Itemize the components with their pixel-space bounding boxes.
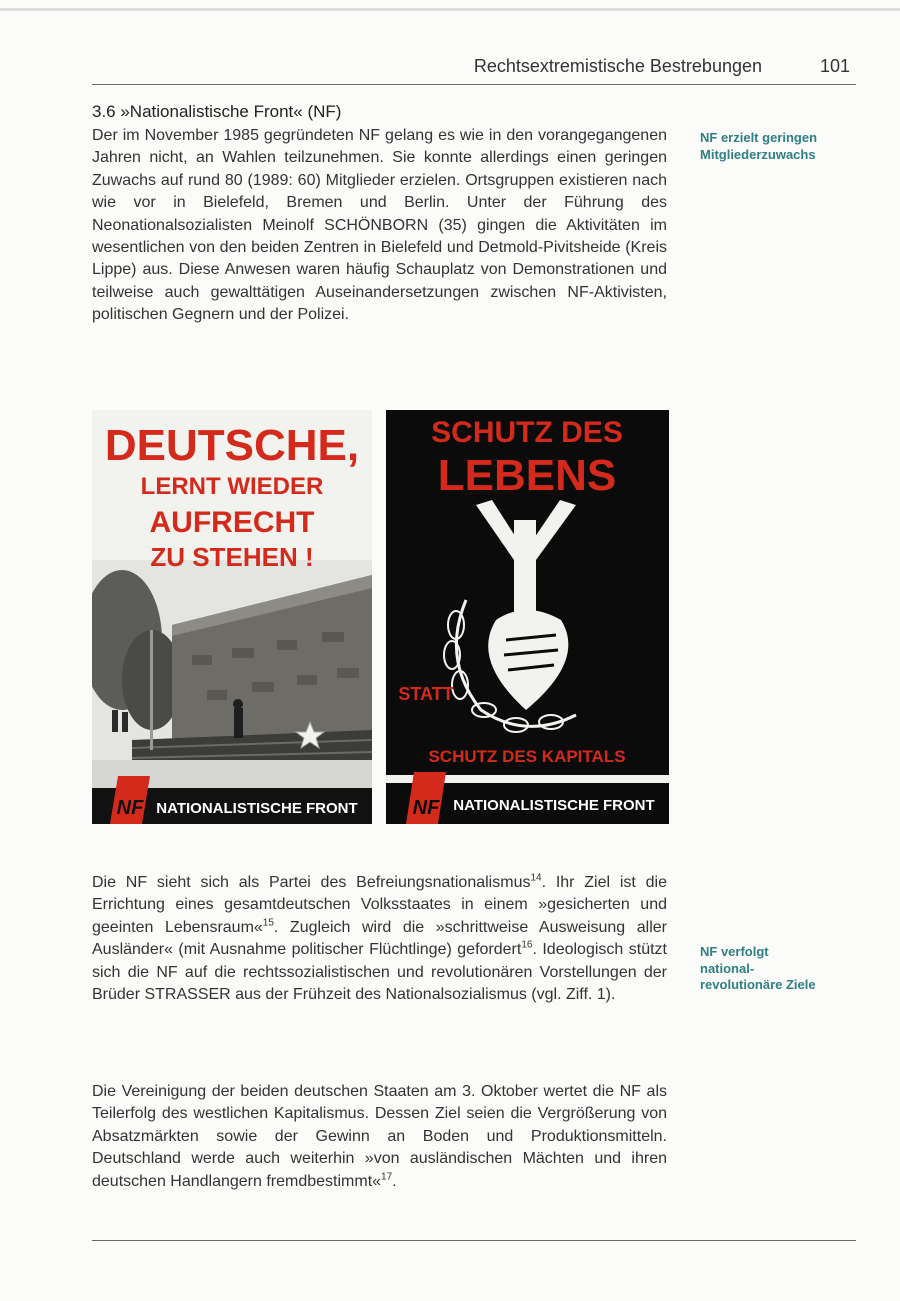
- page-top-edge: [0, 8, 900, 11]
- poster-right-graphic: [386, 410, 669, 824]
- poster-left-line1: DEUTSCHE,: [104, 421, 360, 470]
- paragraph-2-part-c: . Zugleich wird die »schrittweise Ausweisung aller Ausländer« (mit Ausnahme politischer Flüchtlinge) gefordert: [92, 918, 667, 959]
- poster-left-graphic: [92, 410, 372, 824]
- margin-note-goals: NF verfolgt national-revolutionäre Ziele: [700, 944, 816, 992]
- paragraph-2: [92, 872, 667, 1006]
- poster-right-line3: SCHUTZ DES KAPITALS: [428, 747, 626, 766]
- poster-deutsche-aufrecht: [92, 410, 372, 824]
- poster-right-statt: STATT: [398, 684, 454, 704]
- poster-right-footer: NATIONALISTISCHE FRONT: [453, 797, 655, 814]
- paragraph-3: [92, 1081, 667, 1193]
- footnote-ref-14: 14: [530, 872, 542, 884]
- poster-left-line4: ZU STEHEN !: [150, 542, 314, 572]
- paragraph-2-part-b: . Ihr Ziel ist die Errichtung eines gesamtdeutschen Volksstaates in einem »gesicherten und geeinten Lebensraum«: [92, 874, 667, 936]
- poster-left-line3: AUFRECHT: [149, 506, 315, 539]
- poster-left-footer: NATIONALISTISCHE FRONT: [156, 800, 358, 817]
- poster-right-line2: LEBENS: [437, 451, 617, 500]
- footnote-ref-15: 15: [262, 917, 274, 929]
- poster-right-line1: SCHUTZ DES: [431, 416, 623, 449]
- page-header: [92, 56, 856, 86]
- nf-logo-text: NF: [412, 797, 440, 819]
- header-rule: [92, 84, 856, 85]
- running-title: Rechtsextremistische Bestrebungen: [473, 56, 762, 76]
- nf-logo-text: NF: [116, 797, 144, 819]
- poster-left-line2: LERNT WIEDER: [140, 473, 324, 500]
- footer-rule: [92, 1240, 856, 1241]
- paragraph-1: Der im November 1985 gegründeten NF gelang es wie in den vorangegangenen Jahren nicht, an Wahlen teilzunehmen. Sie konnte allerdings einen geringen Zuwachs auf rund 80 (1989: 60) Mitglieder erzielen. Ortsgruppen existieren nach wie vor in Bielefeld, Bremen und Berlin. Unter der Führung des Neonationalsozialisten Meinolf SCHÖNBORN (35) gingen die Aktivitäten im wesentlichen von den beiden Zentren in Bielefeld und Detmold-Pivitsheide (Kreis Lippe) aus. Diese Anwesen waren häufig Schauplatz von Demonstrationen und teilweise auch gewalttätigen Auseinandersetzungen zwischen NF-Aktivisten, politischen Gegnern und der Polizei.: [92, 127, 667, 324]
- footnote-ref-17: 17: [381, 1171, 393, 1183]
- paragraph-3-part-b: .: [392, 1172, 397, 1190]
- paragraph-3-part-a: Die Vereinigung der beiden deutschen Staaten am 3. Oktober wertet die NF als Teilerfolg des westlichen Kapitalismus. Dessen Ziel seien die Vergrößerung von Absatzmärkten sowie der Gewinn an Boden und Produktionsmitteln. Deutschland werde auch weiterhin »von ausländischen Mächten und ihren deutschen Handlangern fremdbestimmt«: [92, 1083, 667, 1190]
- page-number: 101: [819, 56, 850, 76]
- standing-figure: [234, 708, 243, 738]
- poster-schutz-des-lebens: [386, 410, 669, 824]
- paragraph-2-part-a: Die NF sieht sich als Partei des Befreiungsnationalismus: [92, 874, 531, 891]
- footnote-ref-16: 16: [521, 939, 533, 951]
- section-title: 3.6 »Nationalistische Front« (NF): [92, 102, 342, 121]
- margin-note-membership: NF erzielt geringen Mitgliederzuwachs: [700, 130, 818, 162]
- paragraph-2-part-d: . Ideologisch stützt sich die NF auf die rechtssozialistischen und revolutionären Vorstellungen der Brüder STRASSER aus der Frühzeit des Nationalsozialismus (vgl. Ziff. 1).: [92, 941, 667, 1004]
